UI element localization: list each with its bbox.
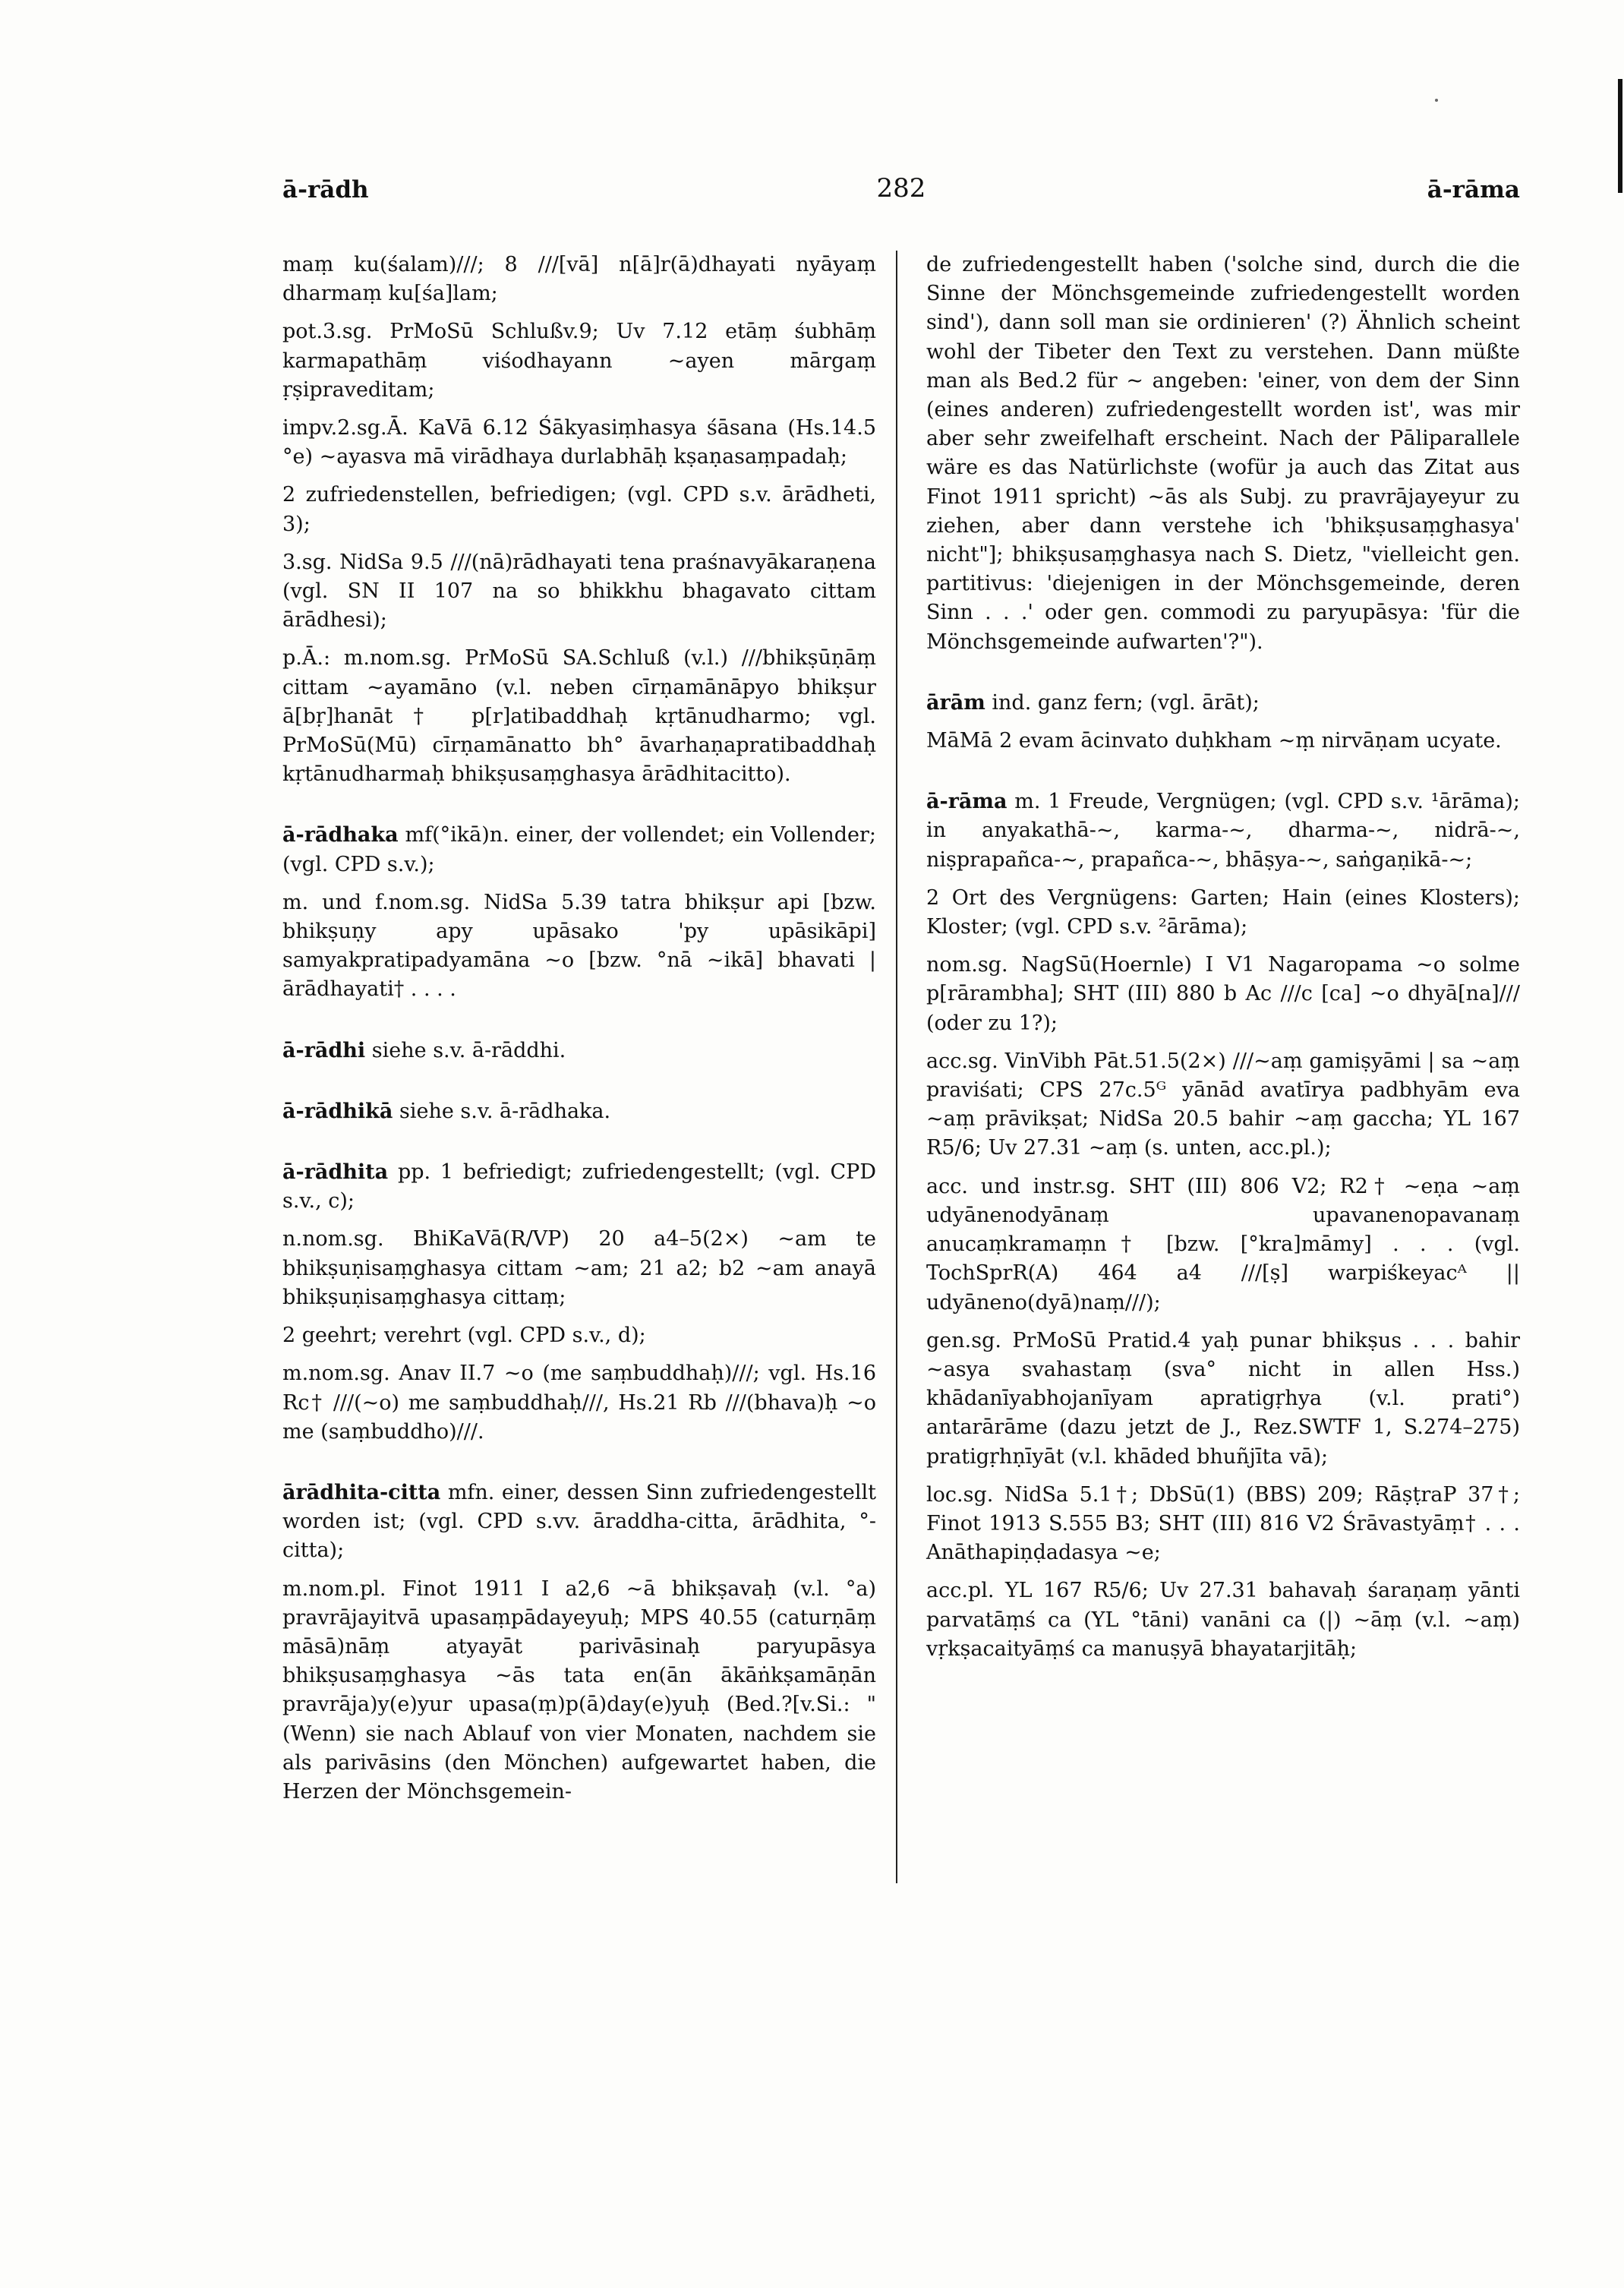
entry-paragraph bbox=[282, 1321, 876, 1350]
entry-text: m.nom.sg. Anav II.7 ~o (me saṃbuddhaḥ)///; vgl. Hs.16 Rc† ///(~o) me saṃbuddhaḥ///, Hs.21 Rb ///(bhava)ḥ ~o me (saṃbuddho)///. bbox=[282, 1362, 876, 1444]
entry-paragraph bbox=[926, 951, 1520, 1038]
entry-text: de zufriedengestellt haben ('solche sind, durch die die Sinne der Mönchsgemeinde zufriedengestellt worden sind'), dann soll man sie ordinieren' (?) Ähnlich scheint wohl der Tibeter den Text zu verstehen. Dann müßte man als Bed.2 für ~ angeben: 'einer, von dem der Sinn (eines anderen) zufriedengestellt worden ist', was mir aber sehr zweifelhaft erscheint. Nach der Pāliparallele wäre es das Natürlichste (wofür ja auch das Zitat aus Finot 1911 spricht) ~ās als Subj. zu pravrājayeyur zu ziehen, aber dann verstehe ich 'bhikṣusaṃghasya' nicht"]; bhikṣusaṃghasya nach S. Dietz, "vielleicht gen. partitivus: 'diejenigen in der Mönchsgemeinde, deren Sinn . . .' oder gen. commodi zu paryupāsya: 'für die Mönchsgemeinde aufwarten'?"). bbox=[926, 253, 1520, 654]
entry-paragraph bbox=[282, 414, 876, 472]
entry-paragraph bbox=[926, 1047, 1520, 1163]
dictionary-entry bbox=[926, 787, 1520, 875]
entry-text: MāMā 2 evam ācinvato duḥkham ~ṃ nirvāṇam ucyate. bbox=[926, 729, 1502, 753]
entry-paragraph bbox=[282, 888, 876, 1005]
entry-paragraph bbox=[282, 1575, 876, 1807]
entry-paragraph bbox=[926, 727, 1520, 756]
entry-spacer bbox=[926, 765, 1520, 787]
entry-paragraph bbox=[926, 1481, 1520, 1568]
entry-text: acc.sg. VinVibh Pāt.51.5(2×) ///~aṃ gamiṣyāmi | sa ~aṃ praviśati; CPS 27c.5ᴳ yānād avatīrya padbhyām eva ~aṃ prāvikṣat; NidSa 20.5 bahir ~aṃ gaccha; YL 167 R5/6; Uv 27.31 ~aṃ (s. unten, acc.pl.); bbox=[926, 1049, 1520, 1160]
lemma-headword: ārādhita-citta bbox=[282, 1480, 441, 1504]
entry-text: impv.2.sg.Ā. KaVā 6.12 Śākyasiṃhasya śāsana (Hs.14.5 °e) ~ayasva mā virādhaya durlabhāḥ kṣaṇasaṃpadaḥ; bbox=[282, 416, 876, 469]
entry-text: acc. und instr.sg. SHT (III) 806 V2; R2† ~eṇa ~aṃ udyānenodyānaṃ upavanenopavanaṃ anucaṃkramaṃn† [bzw. [°kra]māmy] . . . (vgl. TochSprR(A) 464 a4 ///[ṣ] warpiśkeyacᴬ || udyāneno(dyā)naṃ///); bbox=[926, 1174, 1520, 1314]
running-header bbox=[282, 173, 1520, 211]
entry-paragraph bbox=[282, 481, 876, 538]
entry-text: mf(°ikā)n. einer, der vollendet; ein Vollender; (vgl. CPD s.v.); bbox=[282, 823, 876, 876]
lemma-headword: ā-rādhikā bbox=[282, 1099, 393, 1123]
dictionary-entry bbox=[282, 1479, 876, 1566]
entry-paragraph bbox=[282, 548, 876, 636]
entry-text: acc.pl. YL 167 R5/6; Uv 27.31 bahavaḥ śaraṇaṃ yānti parvatāṃś ca (YL °tāni) vanāni ca (|) ~āṃ (v.l. ~aṃ) vṛkṣacaityāṃś ca manuṣyā bhayatarjitāḥ; bbox=[926, 1579, 1520, 1661]
entry-text: mfn. einer, dessen Sinn zufriedengestellt worden ist; (vgl. CPD s.vv. āraddha-citta, ārādhita, °-citta); bbox=[282, 1480, 876, 1563]
lemma-headword: ā-rādhaka bbox=[282, 823, 399, 847]
entry-text: gen.sg. PrMoSū Pratid.4 yaḥ punar bhikṣus . . . bahir ~asya svahastaṃ (sva° nicht in allen Hss.) khādanīyabhojanīyam apratigṛhya (v.l. prati°) antarārāme (dazu jetzt de J., Rez.SWTF 1, S.274–275) pratigṛhṇīyāt (v.l. khāded bhuñjīta vā); bbox=[926, 1328, 1520, 1469]
entry-spacer bbox=[282, 1135, 876, 1158]
left-column bbox=[282, 251, 876, 1816]
dictionary-entry bbox=[926, 689, 1520, 718]
entry-paragraph bbox=[926, 884, 1520, 942]
entry-paragraph bbox=[282, 317, 876, 405]
entry-paragraph bbox=[282, 644, 876, 789]
entry-text: 2 geehrt; verehrt (vgl. CPD s.v., d); bbox=[282, 1324, 646, 1348]
page-edge-mark bbox=[1618, 79, 1622, 193]
entry-paragraph bbox=[926, 1327, 1520, 1472]
entry-text: siehe s.v. ā-rāddhi. bbox=[371, 1038, 566, 1062]
column-divider bbox=[896, 251, 897, 1883]
entry-text: 2 zufriedenstellen, befriedigen; (vgl. CPD s.v. ārādheti, 3); bbox=[282, 483, 876, 536]
entry-text: m.nom.pl. Finot 1911 I a2,6 ~ā bhikṣavaḥ (v.l. °a) pravrājayitvā upasaṃpādayeyuḥ; MPS 40.55 (caturṇāṃ māsā)nāṃ atyayāt parivāsinaḥ paryupāsya bhikṣusaṃghasya ~ās tata en(ān ākāṅkṣamāṇān pravrāja)y(e)yur upasa(ṃ)p(ā)day(e)yuḥ (Bed.?[v.Si.: "(Wenn) sie nach Ablauf von vier Monaten, nachdem sie als parivāsins (den Mönchen) aufgewartet haben, die Herzen der Mönchsgemein- bbox=[282, 1576, 876, 1804]
entry-paragraph bbox=[926, 1576, 1520, 1664]
dictionary-entry bbox=[282, 1097, 876, 1126]
dictionary-entry bbox=[282, 1158, 876, 1216]
dictionary-entry bbox=[282, 1037, 876, 1065]
lemma-headword: ārām bbox=[926, 690, 985, 715]
entry-text: m. und f.nom.sg. NidSa 5.39 tatra bhikṣur api [bzw. bhikṣuṇy apy upāsako 'py upāsikāpi] samyakpratipadyamāna ~o [bzw. °nā ~ikā] bhavati | ārādhayati† . . . . bbox=[282, 890, 876, 1002]
entry-text: 3.sg. NidSa 9.5 ///(nā)rādhayati tena praśnavyākaraṇena (vgl. SN II 107 na so bhikkhu bhagavato cittam ārādhesi); bbox=[282, 550, 876, 633]
entry-text: pot.3.sg. PrMoSū Schlußv.9; Uv 7.12 etāṃ śubhāṃ karmapathāṃ viśodhayann ~ayen mārgaṃ ṛṣipraveditam; bbox=[282, 320, 876, 402]
right-column bbox=[926, 251, 1520, 1673]
lemma-headword: ā-rādhi bbox=[282, 1038, 366, 1062]
entry-text: 2 Ort des Vergnügens: Garten; Hain (eines Klosters); Kloster; (vgl. CPD s.v. ²ārāma); bbox=[926, 885, 1520, 939]
entry-spacer bbox=[282, 1075, 876, 1097]
entry-text: m. 1 Freude, Vergnügen; (vgl. CPD s.v. ¹ārāma); in anyakathā-~, karma-~, dharma-~, nidrā-~, niṣprapañca-~, prapañca-~, bhāṣya-~, saṅgaṇikā-~; bbox=[926, 790, 1520, 872]
entry-spacer bbox=[926, 666, 1520, 689]
entry-paragraph bbox=[282, 1359, 876, 1447]
header-right-lemma: ā-rāma bbox=[1427, 176, 1520, 204]
entry-spacer bbox=[282, 1456, 876, 1479]
entry-paragraph bbox=[282, 1225, 876, 1312]
entry-text: pp. 1 befriedigt; zufriedengestellt; (vgl. CPD s.v., c); bbox=[282, 1160, 876, 1213]
header-left-lemma: ā-rādh bbox=[282, 176, 369, 204]
entry-text: p.Ā.: m.nom.sg. PrMoSū SA.Schluß (v.l.) ///bhikṣūṇāṃ cittam ~ayamāno (v.l. neben cīrṇamānāpyo bhikṣur ā[bṛ]hanāt† p[r]atibaddhaḥ kṛtānudharmo; vgl. PrMoSū(Mū) cīrṇamānatto bh° āvarhaṇapratibaddhaḥ kṛtānudharmaḥ bhikṣusaṃghasya ārādhitacitto). bbox=[282, 646, 876, 787]
entry-paragraph bbox=[926, 1172, 1520, 1318]
entry-paragraph bbox=[926, 251, 1520, 657]
entry-text: loc.sg. NidSa 5.1†; DbSū(1) (BBS) 209; RāṣṭraP 37†; Finot 1913 S.555 B3; SHT (III) 816 V2 Śrāvastyāṃ† . . . Anāthapiṇḍadasya ~e; bbox=[926, 1482, 1520, 1565]
entry-spacer bbox=[282, 798, 876, 821]
entry-spacer bbox=[282, 1014, 876, 1037]
entry-text: nom.sg. NagSū(Hoernle) I V1 Nagaropama ~o solme p[rārambha]; SHT (III) 880 b Ac ///c [ca] ~o dhyā[na]/// (oder zu 1?); bbox=[926, 953, 1520, 1035]
entry-text: siehe s.v. ā-rādhaka. bbox=[399, 1099, 611, 1123]
lemma-headword: ā-rāma bbox=[926, 790, 1008, 814]
entry-paragraph bbox=[282, 251, 876, 308]
dictionary-entry bbox=[282, 821, 876, 879]
scan-speck bbox=[1435, 99, 1438, 102]
page-number: 282 bbox=[876, 173, 926, 204]
lemma-headword: ā-rādhita bbox=[282, 1160, 389, 1185]
entry-text: maṃ ku(śalam)///; 8 ///[vā] n[ā]r(ā)dhayati nyāyaṃ dharmaṃ ku[śa]lam; bbox=[282, 253, 876, 306]
entry-text: ind. ganz fern; (vgl. ārāt); bbox=[992, 690, 1260, 715]
entry-text: n.nom.sg. BhiKaVā(R/VP) 20 a4–5(2×) ~am te bhikṣuṇisaṃghasya cittam ~am; 21 a2; b2 ~am anayā bhikṣuṇisaṃghasya cittaṃ; bbox=[282, 1227, 876, 1309]
